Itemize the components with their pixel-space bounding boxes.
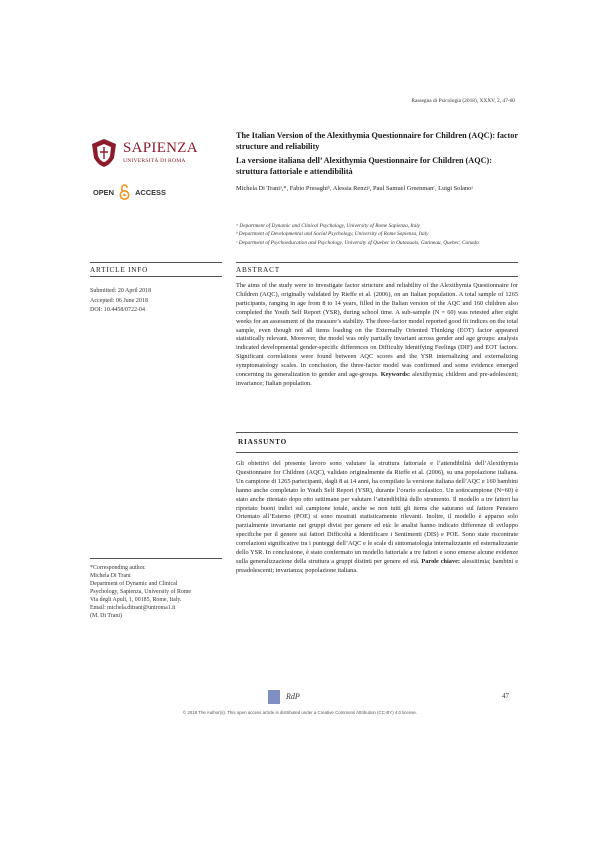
abstract-text: The aims of the study were to investigate factor structure and reliability of the Alexithymia Questionnaire for Children (AQC), originally validated by Rieffe et al. (2006), on an Italian population. A total sample of 1265 participants, ranging in age from 8 to 14 years, filled in the Italian version of the AQC and 160 children also completed the Youth Self Report (YSR), during school time. A sub-sample (N = 60) was retested after eight weeks for an assessment of the measure’s stability. The three-factor model reported good fit indices on the total sample, even though not all items loading on the Externally Oriented Thinking (EOT) factor appeared statistically relevant. Moreover, the model was only partially invariant across gender and age groups: analysis indicated developmental gender-specific differences on Difficulty Identifying Feelings (DIF) and EOT factors. Significant correlations were found between AQC scores and the YSR internalizing and externalizing symptomatology scales. In conclusion, the three-factor model was confirmed and some evidence emerged concerning its generalization to gender and age-groups. [236,282,518,379]
riassunto-heading: RIASSUNTO [238,438,288,446]
parole-chiave: alessitimia; bambini e preadolescenti; invarianza; popolazione italiana. [236,557,519,574]
corresponding-line: Michela Di Trani [90,573,131,579]
affiliations [236,222,518,247]
divider [90,262,222,263]
divider [236,452,518,453]
page-number: 47 [502,692,509,700]
article-info-heading: ARTICLE INFO [90,266,149,274]
university-logo [90,138,200,174]
journal-reference: Rassegna di Psicologia (2018), XXXV, 2, 47-60 [411,98,515,104]
author-list: Michela Di Traniᵃ,*, Fabio Presaghiᵇ, Alessia Renziᵃ, Paul Samuel Greenmanᶜ, Luigi Solanoᵃ [236,185,474,192]
open-access-badge [93,184,166,204]
divider [90,558,222,559]
corresponding-line: Psychology, Sapienza, University of Rome [90,589,192,595]
article-info [90,287,220,316]
university-subtitle: UNIVERSITÀ DI ROMA [123,158,186,164]
corresponding-line: Via degli Apuli, 1, 00185, Rome, Italy. [90,597,182,603]
accepted-date: Accepted: 06 June 2018 [90,297,148,304]
divider [236,432,518,433]
divider [90,276,222,277]
divider [236,276,518,277]
open-text: OPEN [93,187,114,197]
access-text: ACCESS [135,187,166,197]
riassunto-body [236,460,518,576]
abstract-heading: ABSTRACT [236,266,280,274]
keywords-label: Keywords: [380,371,411,379]
university-name: SAPIENZA [123,140,198,156]
title-italian: La versione italiana dell’ Alexithymia Questionnaire for Children (AQC): struttura fattoriale e attendibilità [236,156,492,176]
title-english: The Italian Version of the Alexithymia Questionnaire for Children (AQC): factor structure and reliability [236,131,518,151]
doi: DOI: 10.4458/0722-04 [90,307,145,313]
journal-logo-icon [268,690,280,704]
corresponding-email: Email: michela.ditrani@uniroma1.it [90,605,176,611]
parole-chiave-label: Parole chiave: [421,557,460,565]
affiliation-item: ᵇ Department of Developmental and Social Psychology, University of Rome Sapienza, Italy [236,231,429,238]
divider [236,262,518,263]
open-access-lock-icon [119,184,130,200]
university-seal-icon [90,138,118,168]
journal-logo-text: RdP [286,692,300,701]
riassunto-text: Gli obiettivi del presente lavoro sono valutare la struttura fattoriale e l’attendibilità dell’Alexithymia Questionnaire for Children (AQC), validato originalmente da Rieffe et al. (2006), su una popolazione italiana. Un campione di 1265 partecipanti, dagli 8 ai 14 anni, ha compilato la versione italiana dell’AQC e 160 bambini hanno anche completato lo Youth Self Report (YSR), durante l’orario scolastico. Un sottocampione (N=60) è stato anche ritestato dopo otto settimane per valutare l’attendibilità dello strumento. Il modello a tre fattori ha riportato buoni indici sul campione totale, anche se non tutti gli items che saturano sul fattore Pensiero Orientato all’Esterno (POE) si sono mostrati statisticamente rilevanti. Inoltre, il modello è apparso solo parzialmente invariante nei gruppi divisi per genere ed età: le analisi hanno indicato differenze di sviluppo specifiche per il genere sui fattori Difficoltà a Identificare i Sentimenti (DIS) e POE. Sono state riscontrate correlazioni significative tra i punteggi dell’AQC e le scale di sintomatologia internalizzante ed esternalizzante dello YSR. In conclusione, è stato confermato un modello fattoriale a tre fattori e sono emerse alcune evidenze sulla generalizzazione della struttura a gruppi distinti per genere ed età. [236,460,518,565]
affiliation-item: ᶜ Department of Psychoeducation and Psychology, University of Quebec in Outaouais, Gatineau, Quebec, Canada [236,239,479,246]
corresponding-author [90,564,225,620]
corresponding-line: Department of Dynamic and Clinical [90,581,178,587]
corresponding-line: (M. Di Trani) [90,613,122,619]
keywords: alexithymia; children and pre-adolescent; invariance; Italian population. [236,371,518,387]
corresponding-line: *Corresponding author. [90,565,146,571]
affiliation-item: ᵃ Department of Dynamic and Clinical Psychology, University of Rome Sapienza, Italy [236,223,421,229]
submitted-date: Submitted: 20 April 2018 [90,288,152,294]
abstract-body [236,282,518,389]
license-footer: © 2018 The Author(s). This open access article is distributed under a Creative Commons Attribution (CC-BY) 4.0 license. [182,710,418,715]
